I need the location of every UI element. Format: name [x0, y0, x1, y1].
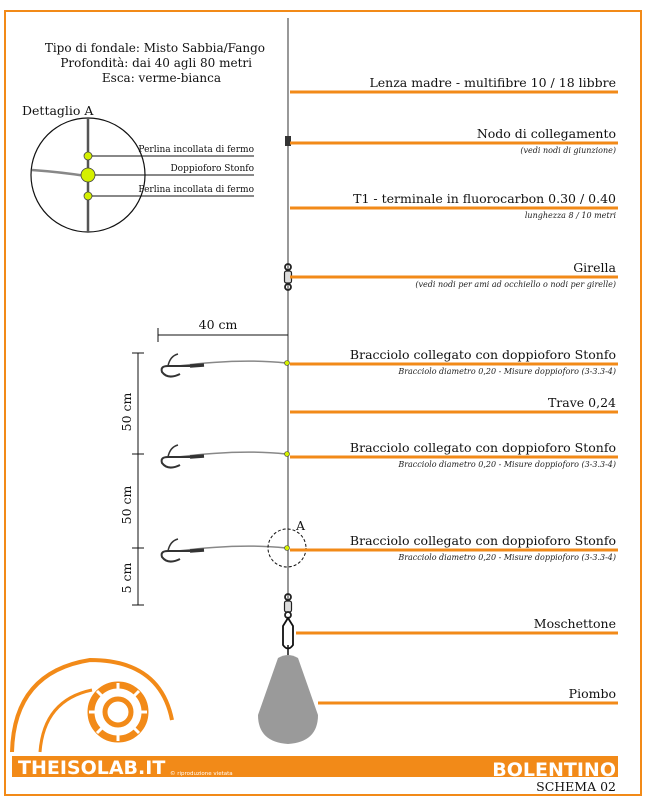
label-t1-sub: lunghezza 8 / 10 metri	[524, 211, 616, 220]
label-sinker: Piombo	[568, 686, 616, 701]
label-branch-2-sub: Bracciolo diametro 0,20 - Misure doppioforo (3-3.3-4)	[398, 460, 616, 469]
label-swivel: Girella	[573, 260, 616, 275]
depth: Profondità: dai 40 agli 80 metri	[60, 56, 252, 70]
stonfo-label: Doppioforo Stonfo	[170, 164, 254, 174]
branch-3	[162, 539, 290, 562]
detail-title: Dettaglio A	[22, 103, 94, 118]
stonfo-icon	[81, 168, 95, 182]
bait: Esca: verme-bianca	[101, 71, 221, 85]
label-t1: T1 - terminale in fluorocarbon 0.30 / 0.40	[353, 191, 616, 206]
bead-bottom-icon	[84, 192, 92, 200]
detail-marker-label: A	[296, 518, 306, 533]
footer-title: BOLENTINO	[492, 759, 616, 781]
label-branch-3: Bracciolo collegato con doppioforo Stonfo	[349, 533, 616, 548]
info-block	[45, 41, 265, 85]
label-main-line: Lenza madre - multifibre 10 / 18 libbre	[369, 75, 616, 90]
hook-icon	[162, 551, 190, 562]
sinker-icon	[258, 655, 318, 744]
label-branch-1-sub: Bracciolo diametro 0,20 - Misure doppioforo (3-3.3-4)	[398, 367, 616, 376]
detail-a	[22, 103, 254, 232]
seabed-type: Tipo di fondale: Misto Sabbia/Fango	[44, 41, 265, 55]
label-branch-1: Bracciolo collegato con doppioforo Stonfo	[349, 347, 616, 362]
svg-text:50 cm: 50 cm	[119, 392, 134, 432]
label-branch-3-sub: Bracciolo diametro 0,20 - Misure doppioforo (3-3.3-4)	[398, 553, 616, 562]
footer-copyright: © riproduzione vietata	[170, 771, 233, 777]
labels	[350, 75, 617, 701]
label-branch-2: Bracciolo collegato con doppioforo Stonfo	[349, 440, 616, 455]
footer-schema: SCHEMA 02	[536, 779, 616, 794]
dim-width	[158, 317, 288, 342]
dim-vertical	[119, 353, 144, 605]
label-snap: Moschettone	[533, 616, 616, 631]
svg-text:40 cm: 40 cm	[198, 317, 238, 332]
svg-text:50 cm: 50 cm	[119, 485, 134, 525]
bead-top-label: Perlina incollata di fermo	[138, 145, 254, 155]
label-knot: Nodo di collegamento	[476, 126, 616, 141]
detail-branch	[32, 170, 86, 176]
branch-1	[162, 354, 290, 377]
logo-icon	[12, 660, 172, 752]
svg-text:5 cm: 5 cm	[119, 562, 134, 594]
branch-2	[162, 445, 290, 468]
bead-bottom-label: Perlina incollata di fermo	[138, 185, 254, 195]
hook-icon	[162, 457, 190, 468]
label-knot-sub: (vedi nodi di giunzione)	[520, 146, 616, 155]
bead-top-icon	[84, 152, 92, 160]
snap-icon	[283, 594, 293, 655]
label-trave: Trave 0,24	[547, 395, 616, 410]
hook-icon	[162, 366, 190, 377]
label-swivel-sub: (vedi nodi per ami ad occhiello o nodi per girelle)	[415, 280, 616, 289]
footer-brand: THEISOLAB.IT	[18, 757, 166, 779]
